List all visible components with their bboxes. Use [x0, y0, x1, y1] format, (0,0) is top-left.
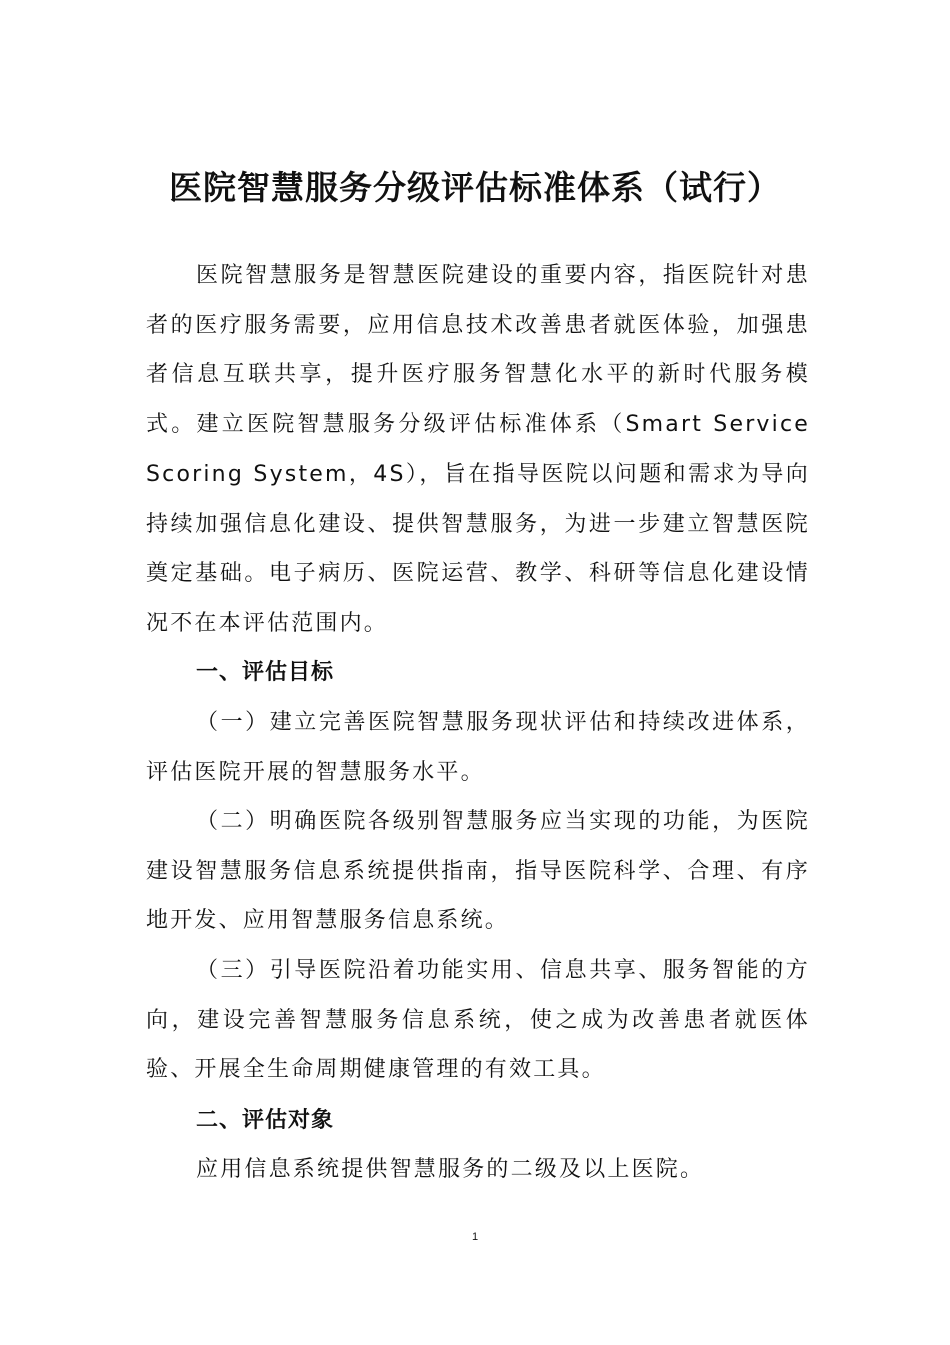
page-number: 1	[471, 1231, 479, 1243]
objective-paragraph-3: （三）引导医院沿着功能实用、信息共享、服务智能的方向，建设完善智慧服务信息系统，使之成为改善患者就医体验、开展全生命周期健康管理的有效工具。	[146, 958, 810, 1083]
intro-paragraph: 医院智慧服务是智慧医院建设的重要内容，指医院针对患者的医疗服务需要，应用信息技术改善患者就医体验，加强患者信息互联共享，提升医疗服务智慧化水平的新时代服务模式。建立医院智慧服务分级评估标准体系（Smart Service Scoring System，4S），旨在指导医院以问题和需求为导向持续加强信息化建设、提供智慧服务，为进一步建立智慧医院奠定基础。电子病历、医院运营、教学、科研等信息化建设情况不在本评估范围内。	[146, 263, 810, 636]
section-heading-targets: 二、评估对象	[196, 1108, 335, 1133]
objective-paragraph-1: （一）建立完善医院智慧服务现状评估和持续改进体系，评估医院开展的智慧服务水平。	[146, 710, 810, 785]
objective-paragraph-2: （二）明确医院各级别智慧服务应当实现的功能，为医院建设智慧服务信息系统提供指南，指导医院科学、合理、有序地开发、应用智慧服务信息系统。	[146, 809, 810, 934]
document-title: 医院智慧服务分级评估标准体系（试行）	[169, 168, 781, 207]
target-paragraph-1: 应用信息系统提供智慧服务的二级及以上医院。	[196, 1157, 705, 1182]
section-heading-objectives: 一、评估目标	[196, 660, 335, 685]
